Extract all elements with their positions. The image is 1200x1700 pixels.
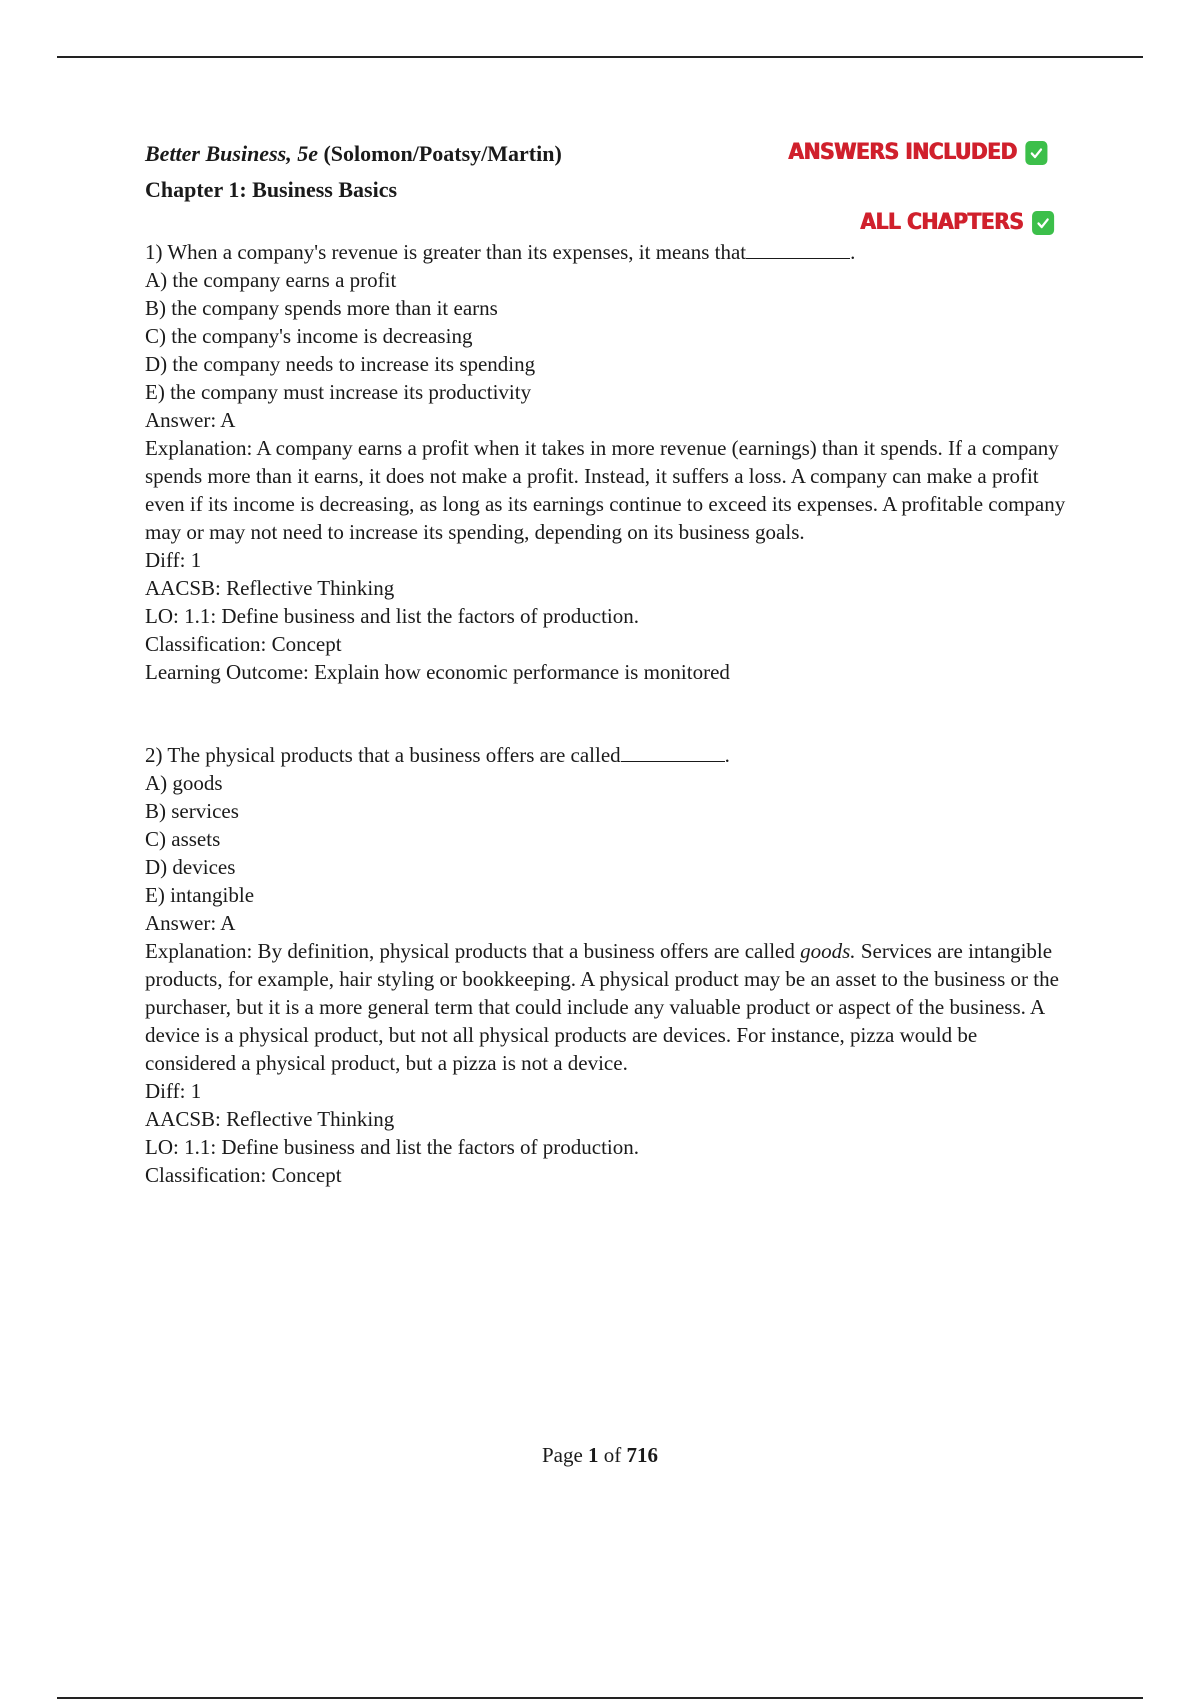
book-header: [145, 141, 562, 167]
page-footer: [0, 1443, 1200, 1468]
book-authors: (Solomon/Poatsy/Martin): [323, 141, 562, 166]
page-label: Page: [541, 1443, 583, 1467]
answers-included-stamp: [788, 140, 1048, 165]
bottom-rule: [57, 1697, 1143, 1699]
check-box-icon: [1032, 211, 1054, 235]
question-1: [145, 238, 1070, 686]
top-rule: [57, 56, 1143, 58]
answer: Answer: A: [145, 911, 236, 935]
learning-objective: LO: 1.1: Define business and list the factors of production.: [145, 604, 639, 628]
answer-blank: [746, 240, 850, 259]
learning-objective: LO: 1.1: Define business and list the factors of production.: [145, 1135, 639, 1159]
explanation: Explanation: A company earns a profit when it takes in more revenue (earnings) than it spends. If a company spends more than it earns, it does not make a profit. Instead, it suffers a loss. A company can make a profit even if its income is decreasing, as long as its earnings continue to exceed its expenses. A profitable company may or may not need to increase its spending, depending on its business goals.: [145, 436, 1066, 544]
difficulty: Diff: 1: [145, 1079, 202, 1103]
learning-outcome: Learning Outcome: Explain how economic performance is monitored: [145, 660, 730, 684]
classification: Classification: Concept: [145, 632, 342, 656]
aacsb: AACSB: Reflective Thinking: [145, 576, 395, 600]
check-box-icon: [1026, 141, 1048, 165]
question-stem: 2) The physical products that a business offers are called .: [145, 743, 730, 767]
question-stem: 1) When a company's revenue is greater than its expenses, it means that .: [145, 240, 856, 264]
classification: Classification: Concept: [145, 1163, 342, 1187]
option-c: C) the company's income is decreasing: [145, 324, 473, 348]
option-b: B) the company spends more than it earns: [145, 296, 498, 320]
page-number: 1: [588, 1443, 599, 1467]
of-label: of: [603, 1443, 622, 1467]
difficulty: Diff: 1: [145, 548, 202, 572]
aacsb: AACSB: Reflective Thinking: [145, 1107, 395, 1131]
total-pages: 716: [626, 1443, 659, 1467]
book-title: Better Business, 5e: [145, 141, 318, 166]
option-c: C) assets: [145, 827, 221, 851]
option-e: E) the company must increase its productivity: [145, 380, 532, 404]
answer-blank: [621, 743, 725, 762]
option-a: A) the company earns a profit: [145, 268, 397, 292]
option-d: D) devices: [145, 855, 236, 879]
option-d: D) the company needs to increase its spending: [145, 352, 536, 376]
all-chapters-label: ALL CHAPTERS: [860, 210, 1024, 235]
option-a: A) goods: [145, 771, 223, 795]
all-chapters-stamp: [860, 210, 1054, 235]
option-b: B) services: [145, 799, 239, 823]
option-e: E) intangible: [145, 883, 255, 907]
explanation: Explanation: By definition, physical products that a business offers are called goods. Services are intangible products, for example, hair styling or bookkeeping. A physical product may be an asset to the business or the purchaser, but it is a more general term that could include any valuable product or aspect of the business. A device is a physical product, but not all physical products are devices. For instance, pizza would be considered a physical product, but a pizza is not a device.: [145, 939, 1059, 1075]
chapter-title: Chapter 1: Business Basics: [145, 177, 398, 202]
question-2: [145, 741, 1070, 1189]
answer: Answer: A: [145, 408, 236, 432]
answers-included-label: ANSWERS INCLUDED: [788, 140, 1017, 165]
